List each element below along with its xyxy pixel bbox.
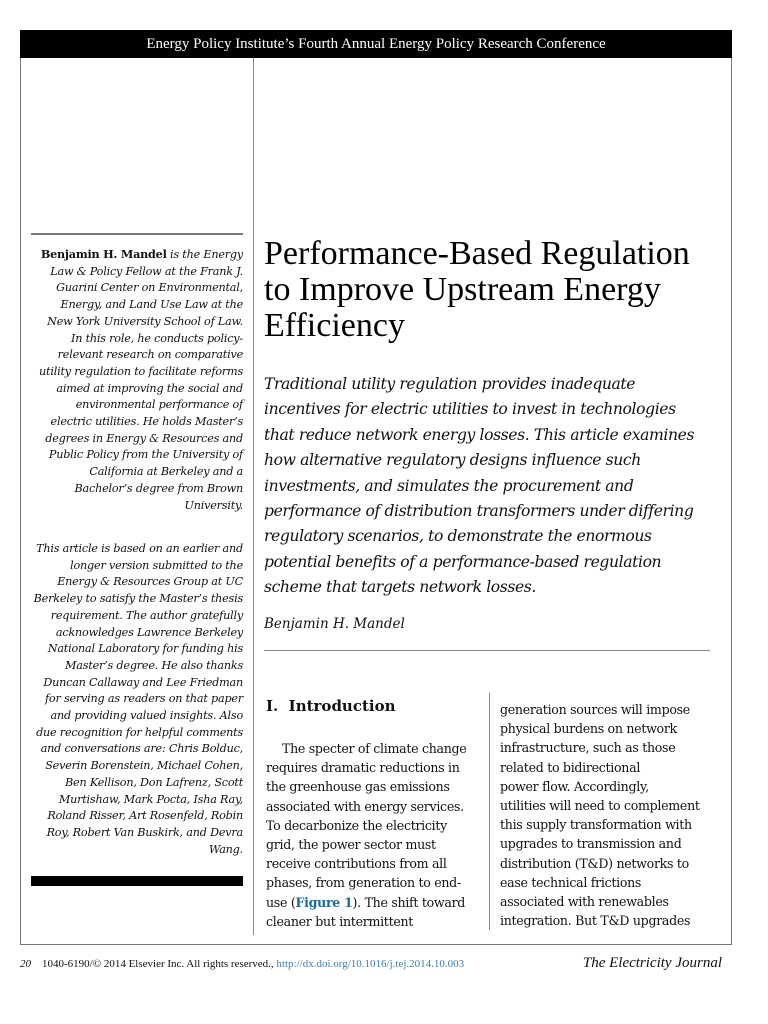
bio-author-name: Benjamin H. Mandel [40, 247, 167, 261]
abstract-line: performance of distribution transformers under differing [264, 502, 694, 521]
ack-line: Energy & Resources Group at UC [57, 575, 243, 589]
ack-line: Severin Borenstein, Michael Cohen, [45, 759, 243, 773]
body-line: physical burdens on network [500, 721, 677, 737]
section-heading: I. Introduction [266, 697, 396, 715]
ack-line: This article is based on an earlier and [36, 542, 243, 555]
body-line: upgrades to transmission and [500, 836, 682, 852]
ack-line: Murtishaw, Mark Pocta, Isha Ray, [58, 792, 243, 806]
body-line: the greenhouse gas emissions [266, 779, 450, 795]
abstract-line: potential benefits of a performance-based regulation [264, 552, 662, 571]
abstract-line: investments, and simulates the procurement and [264, 476, 634, 495]
body-line: associated with renewables [500, 894, 669, 910]
body-line: receive contributions from all [266, 856, 447, 872]
bio-line: relevant research on comparative [57, 348, 243, 362]
body-line: phases, from generation to end- [266, 875, 461, 891]
copyright: 1040-6190/© 2014 Elsevier Inc. All rights reserved., http://dx.doi.org/10.1016/j.tej.2014.10.003 [42, 958, 465, 970]
ack-line: due recognition for helpful comments [36, 725, 243, 739]
ack-line: and conversations are: Chris Bolduc, [40, 742, 243, 756]
body-line: integration. But T&D upgrades [500, 913, 691, 929]
ack-line: for serving as readers on that paper [44, 692, 243, 706]
ack-line: National Laboratory for funding his [47, 642, 243, 656]
body-column-2 [500, 700, 728, 930]
bio-line: electric utilities. He holds Master’s [50, 415, 243, 429]
author-bio: Benjamin H. Mandel is the Energy Law & Policy Fellow at the Frank J. Guarini Center on Environmental, Energy, and Land Use Law at the New York University School of Law. In this role, he conducts policy- relevant research on comparative utility regulation to facilitate reforms aimed at improving the social and environmental performance of electric utilities. He holds Master’s degrees in Energy & Resources and Public Policy from the University of California at Berkeley and a Bachelor’s degree from Brown University. [29, 246, 243, 514]
doi-link[interactable]: http://dx.doi.org/10.1016/j.tej.2014.10.003 [276, 958, 465, 970]
bio-line: environmental performance of [75, 398, 243, 412]
abstract-line: Traditional utility regulation provides inadequate [264, 375, 636, 393]
bio-line: California at Berkeley and a [89, 465, 243, 479]
ack-line: Wang. [208, 842, 243, 856]
page-number: 20 [20, 958, 31, 970]
ack-line: Roy, Robert Van Buskirk, and Devra [46, 825, 243, 839]
bio-line: In this role, he conducts policy- [71, 331, 243, 345]
bio-line: University. [184, 498, 243, 512]
body-line: The specter of climate change [282, 741, 467, 756]
bio-line: Guarini Center on Environmental, [56, 281, 243, 295]
body-column-1 [266, 739, 484, 931]
bio-line: Law & Policy Fellow at the Frank J. [50, 264, 243, 278]
conference-header: Energy Policy Institute’s Fourth Annual Energy Policy Research Conference [20, 30, 732, 58]
journal-name: The Electricity Journal [582, 955, 722, 971]
body-line: grid, the power sector must [266, 837, 436, 853]
ack-line: Duncan Callaway and Lee Friedman [43, 675, 243, 689]
body-line: cleaner but intermittent [266, 913, 414, 929]
title-rule [264, 650, 710, 651]
abstract-line: that reduce network energy losses. This article examines [264, 425, 695, 444]
ack-line: and providing valued insights. Also [50, 709, 243, 723]
body-line: distribution (T&D) networks to [500, 855, 689, 871]
abstract-line: incentives for electric utilities to invest in technologies [264, 400, 676, 419]
abstract [264, 372, 724, 601]
ack-line: Ben Kellison, Don Lafrenz, Scott [65, 775, 243, 789]
abstract-line: how alternative regulatory designs influence such [264, 451, 641, 470]
article-title: Performance-Based Regulation to Improve Upstream Energy Efficiency [264, 235, 690, 344]
ack-line: requirement. The author gratefully [50, 608, 243, 622]
sidebar-divider [253, 58, 254, 935]
body-line: ease technical frictions [500, 874, 642, 890]
bio-line: New York University School of Law. [47, 314, 243, 328]
body-line: infrastructure, such as those [500, 740, 676, 756]
body-line: requires dramatic reductions in [266, 760, 460, 776]
column-divider [489, 693, 490, 930]
body-line: power flow. Accordingly, [500, 778, 649, 794]
bio-line: utility regulation to facilitate reforms [39, 364, 243, 378]
ack-line: Berkeley to satisfy the Master’s thesis [33, 592, 243, 606]
sidebar-bottom-bar [31, 876, 243, 886]
bio-line: aimed at improving the social and [56, 381, 243, 395]
bio-line: Public Policy from the University of [48, 448, 243, 462]
bio-line: degrees in Energy & Resources and [45, 431, 243, 445]
abstract-line: regulatory scenarios, to demonstrate the enormous [264, 527, 652, 546]
body-line: this supply transformation with [500, 817, 692, 833]
body-line: use (Figure 1). The shift toward [266, 894, 466, 910]
bio-line: Bachelor’s degree from Brown [74, 481, 243, 495]
abstract-line: scheme that targets network losses. [264, 578, 536, 597]
body-line: related to bidirectional [500, 759, 641, 775]
body-line: To decarbonize the electricity [266, 817, 447, 833]
ack-line: longer version submitted to the [70, 558, 243, 572]
acknowledgements [29, 541, 243, 858]
body-line: generation sources will impose [500, 702, 690, 717]
body-line: utilities will need to complement [500, 798, 700, 814]
bio-line: Energy, and Land Use Law at the [60, 298, 243, 312]
ack-line: Master’s degree. He also thanks [65, 658, 243, 672]
sidebar-top-rule [31, 233, 243, 235]
figure-1-link[interactable]: Figure 1 [295, 894, 353, 910]
ack-line: Roland Risser, Art Rosenfeld, Robin [47, 809, 243, 823]
body-line: associated with energy services. [266, 798, 464, 814]
ack-line: acknowledges Lawrence Berkeley [55, 625, 243, 639]
author-byline: Benjamin H. Mandel [264, 616, 405, 632]
